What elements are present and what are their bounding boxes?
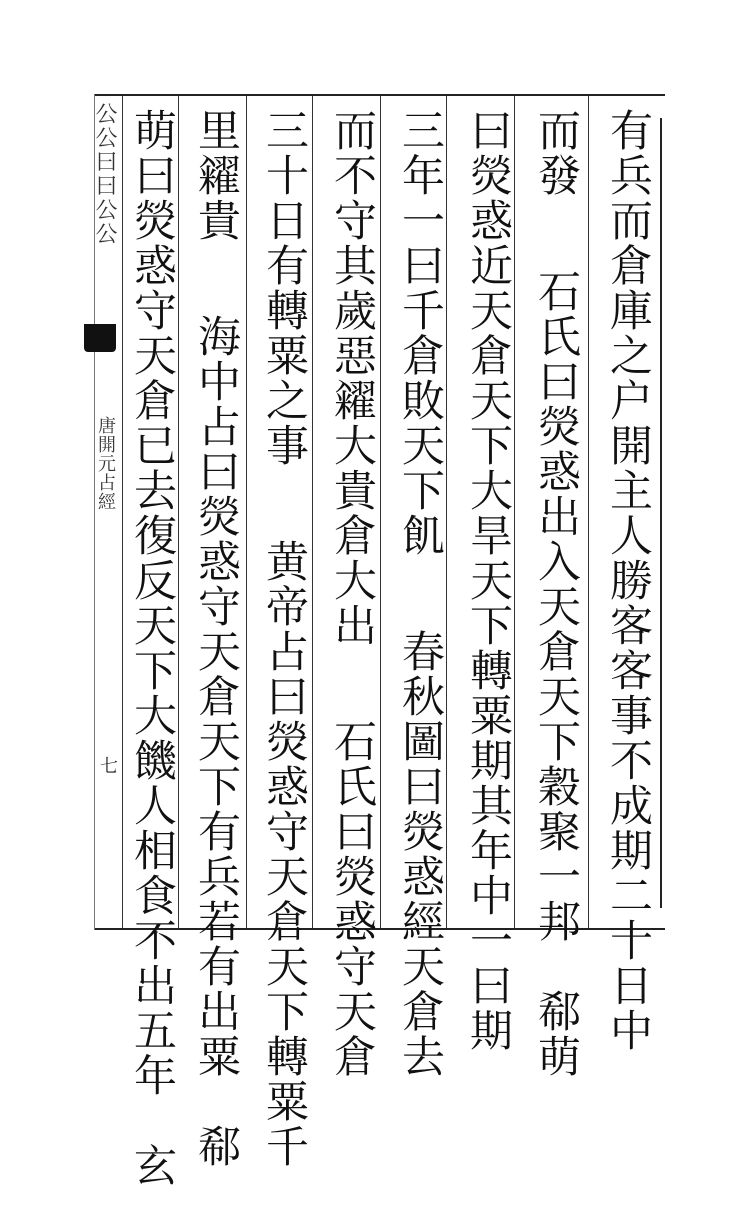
- column-separator: [588, 96, 589, 928]
- column-main-text: 三十日有轉粟之事: [259, 108, 309, 468]
- text-column-3: [458, 108, 518, 1053]
- text-column-4: [390, 108, 450, 1079]
- text-column-5: [322, 108, 382, 1079]
- column-main-text: 而發: [531, 108, 581, 198]
- column-main-text: 有兵而倉庫之户開主人勝客客事不成期二十日中: [603, 108, 653, 1053]
- frame-right-rule: [660, 118, 662, 908]
- text-column-2: [526, 108, 586, 1079]
- fish-tail-mark: [84, 324, 116, 352]
- column-note-text: 海中占曰熒惑守天倉天下有兵若有出粟 郗: [191, 313, 241, 1169]
- column-main-text: 而不守其歲惡糴大貴倉大出: [327, 108, 377, 648]
- folio-number: 七: [97, 756, 118, 774]
- gutter-book-title: 唐開元占經: [95, 416, 116, 511]
- column-main-text: 曰熒惑近天倉天下大旱天下轉粟期其年中一曰期: [463, 108, 513, 1053]
- gutter-head-text: 公公曰曰公公: [92, 102, 117, 246]
- text-column-1: [598, 108, 658, 1053]
- text-column-6: [254, 108, 314, 1169]
- column-note-text: 石氏曰熒惑守天倉: [327, 718, 377, 1079]
- column-note-text: 春秋圖曰熒惑經天倉去: [395, 628, 445, 1079]
- column-main-text: 萌曰熒惑守天倉已去復反天下大饑人相食不出五年 玄: [127, 108, 177, 1188]
- column-separator: [246, 96, 247, 928]
- column-main-text: 三年一曰千倉敗天下飢: [395, 108, 445, 558]
- block-gutter: [78, 96, 122, 928]
- column-main-text: 里糴貴: [191, 108, 241, 243]
- text-column-7: [186, 108, 246, 1169]
- column-note-text: 黄帝占曰熒惑守天倉天下轉粟千: [259, 538, 309, 1169]
- column-note-text: 石氏曰熒惑出入天倉天下穀聚一邦 郗萌: [531, 268, 581, 1079]
- text-column-8: [122, 108, 182, 1188]
